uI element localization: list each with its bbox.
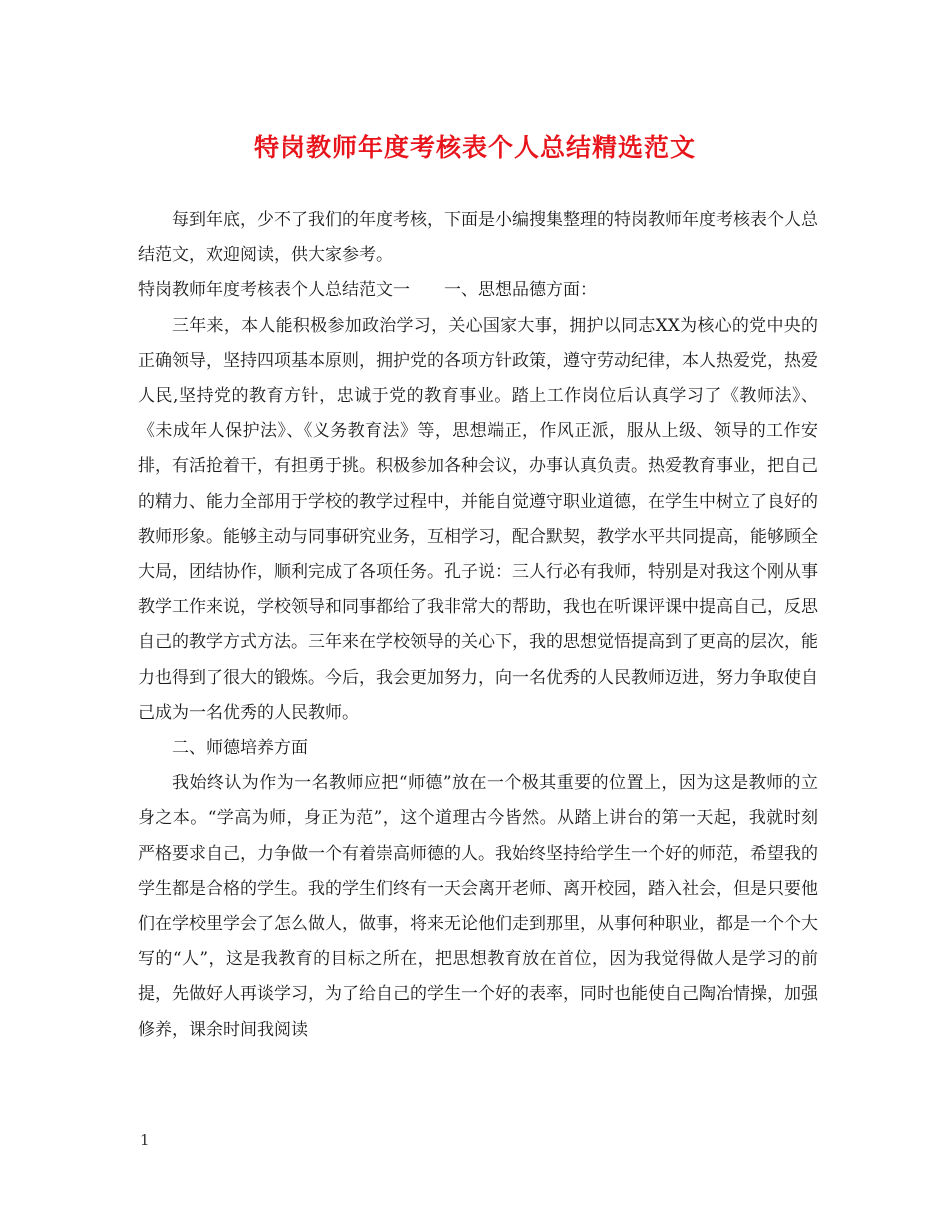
section-heading-two: 二、师德培养方面 [172, 738, 308, 759]
body-paragraph: 三年来，本人能积极参加政治学习，关心国家大事，拥护以同志XX为核心的党中央的正确领导，坚持四项基本原则，拥护党的各项方针政策，遵守劳动纪律，本人热爱党，热爱人民,坚持党的教育方针，忠诚于党的教育事业。踏上工作岗位后认真学习了《教师法》、《未成年人保护法》、《义务教育法》等，思想端正，作风正派，服从上级、领导的工作安排，有活抢着干，有担勇于挑。积极参加各种会议，办事认真负责。热爱教育事业，把自己的精力、能力全部用于学校的教学过程中，并能自觉遵守职业道德，在学生中树立了良好的教师形象。能够主动与同事研究业务，互相学习，配合默契，教学水平共同提高，能够顾全大局，团结协作，顺利完成了各项任务。孔子说：三人行必有我师，特别是对我这个刚从事教学工作来说，学校领导和同事都给了我非常大的帮助，我也在听课评课中提高自己，反思自己的教学方式方法。三年来在学校领导的关心下，我的思想觉悟提高到了更高的层次，能力也得到了很大的锻炼。今后，我会更加努力，向一名优秀的人民教师迈进，努力争取使自己成为一名优秀的人民教师。 [138, 315, 818, 723]
document-title: 特岗教师年度考核表个人总结精选范文 [253, 133, 696, 162]
section-heading-one: 特岗教师年度考核表个人总结范文一 一、思想品德方面： [138, 280, 597, 301]
body-paragraph: 我始终认为作为一名教师应把“师德”放在一个极其重要的位置上，因为这是教师的立身之本。“学高为师，身正为范”，这个道理古今皆然。从踏上讲台的第一天起，我就时刻严格要求自己，力争做一个有着崇高师德的人。我始终坚持给学生一个好的师范，希望我的学生都是合格的学生。我的学生们终有一天会离开老师、离开校园，踏入社会，但是只要他们在学校里学会了怎么做人，做事，将来无论他们走到那里，从事何种职业，都是一个个大写的“人”，这是我教育的目标之所在，把思想教育放在首位，因为我觉得做人是学习的前提，先做好人再谈学习，为了给自己的学生一个好的表率，同时也能使自己陶冶情操，加强修养，课余时间我阅读 [138, 773, 818, 1040]
document-body [138, 203, 818, 1048]
intro-paragraph: 每到年底，少不了我们的年度考核，下面是小编搜集整理的特岗教师年度考核表个人总结范文，欢迎阅读，供大家参考。 [138, 210, 818, 266]
page-number: 1 [140, 1131, 150, 1149]
